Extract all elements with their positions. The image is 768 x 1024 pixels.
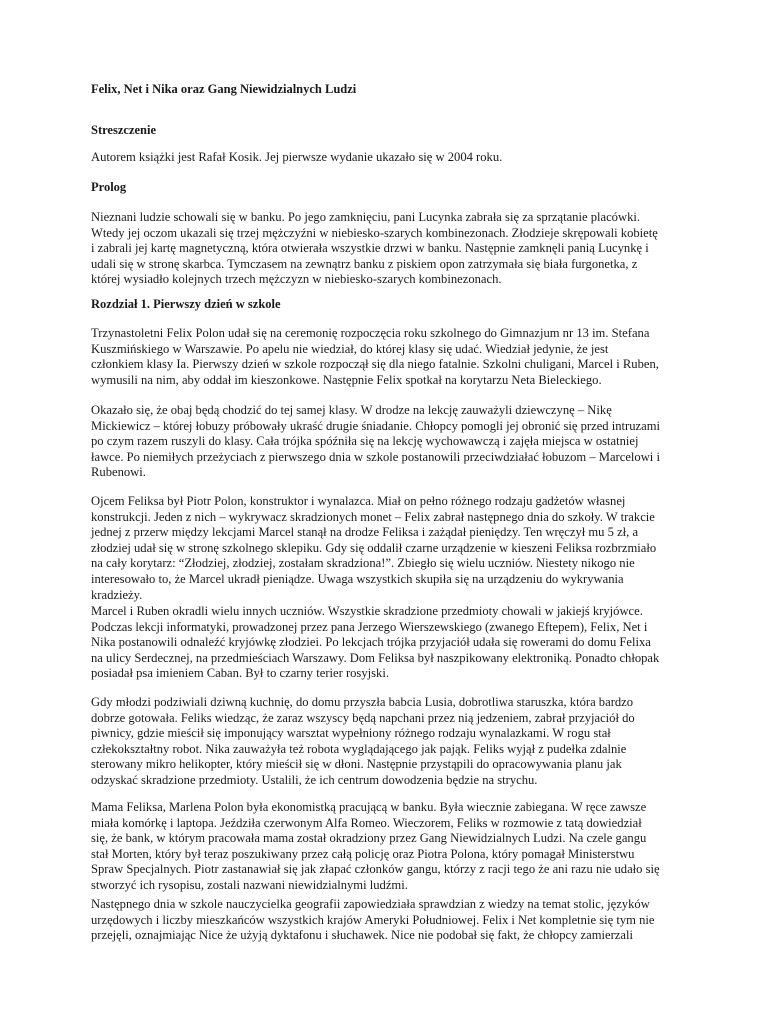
text-line: której wysiadło kolejnych trzech mężczyzn w niebiesko-szarych kombinezonach. [91,272,502,287]
text-line: Rubenowi. [91,465,146,480]
text-line: Mickiewicz – której łobuzy próbowały ukraść drugie śniadanie. Chłopcy pomogli jej obronić się przed intruzami [91,418,661,433]
text-line: Nieznani ludzie schowali się w banku. Po jego zamknięciu, pani Lucynka zabrała się za sprzątanie placówki. [91,210,641,224]
text-line: Spraw Specjalnych. Piotr zastanawiał się jak złapać członków gangu, którzy z racji tego że ani razu nie udało się [91,862,660,877]
text-line: Kuszmińskiego w Warszawie. Po apelu nie wiedział, do której klasy się udać. Wiedział jedynie, że jest [91,341,609,356]
text-line: posiadał psa imieniem Caban. Był to czarny terier rosyjski. [91,666,389,681]
text-line: człekokształtny robot. Nika zauważyła też robota wyglądającego jak pająk. Feliks wyjął z pudełka zdalnie [91,741,627,756]
text-line: konstrukcji. Jeden z nich – wykrywacz skradzionych monet – Felix zabrał następnego dnia do szkoły. W trakcie [91,509,655,524]
text-line: piwnicy, gdzie mieścił się imponujący warsztat wypełniony różnego rodzaju wynalazkami. W rogu stał [91,726,611,741]
paragraph [91,150,681,166]
text-line: Ojcem Feliksa był Piotr Polon, konstruktor i wynalazca. Miał on pełno różnego rodzaju gadżetów własnej [91,494,626,508]
text-line: Wtedy jej oczom ukazali się trzej mężczyźni w niebiesko-szarych kombinezonach. Złodzieje skrępowali kobietę [91,225,658,240]
text-line: interesowało to, że Marcel ukradł pieniądze. Uwaga wszystkich skupiła się na urządzeniu do wykrywania [91,571,624,586]
text-line: kradzieży. [91,587,143,602]
text-line: na ulicy Serdecznej, na przedmieściach Warszawy. Dom Feliksa był naszpikowany elektroniką. Ponadto chłopak [91,650,660,665]
text-line: ławce. Po niemiłych przeżyciach z pierwszego dnia w szkole postanowili przeciwdziałać łobuzom – Marcelowi i [91,449,660,464]
text-line: Marcel i Ruben okradli wielu innych uczniów. Wszystkie skradzione przedmioty chowali w jakiejś kryjówce. [91,604,643,618]
paragraph [91,897,681,944]
text-line: przejęli, oznajmiając Nice że użyją dyktafonu i słuchawek. Nice nie podobał się fakt, że chłopcy zamierzali [91,928,633,943]
paragraph [91,494,681,603]
section-heading-rozdzial-1: Rozdział 1. Pierwszy dzień w szkole [91,297,281,311]
text-line: odzyskać skradzione przedmioty. Ustalili, że ich centrum dowodzenia będzie na strychu. [91,772,538,787]
text-line: udali się w stronę skarbca. Tymczasem na zewnątrz banku z piskiem opon zatrzymała się biała furgonetka, z [91,256,638,271]
text-line: wymusili na nim, aby oddał im kieszonkowe. Następnie Felix spotkał na korytarzu Neta Bieleckiego. [91,372,602,387]
text-line: jednej z przerw między lekcjami Marcel stanął na drodze Feliksa i zażądał pieniędzy. Ten wręczył mu 5 zł, a [91,525,639,540]
paragraph [91,604,681,682]
paragraph [91,210,681,288]
text-line: się, że bank, w którym pracowała mama został okradziony przez Gang Niewidzialnych Ludzi. Na czele gangu [91,831,647,846]
section-heading-streszczenie: Streszczenie [91,123,157,137]
text-line: Nika postanowili odnaleźć kryjówkę złodziei. Po lekcjach trójka przyjaciół udała się rowerami do domu Felixa [91,635,651,650]
text-line: złodziej udał się w stronę szkolnego sklepiku. Gdy się oddalił czarne urządzenie w kieszeni Feliksa rozbrzmiało [91,540,657,555]
section-heading-prolog: Prolog [91,180,127,194]
text-line: stał Morten, który był teraz poszukiwany przez całą policję oraz Piotra Polona, który pomagał Ministerstwu [91,846,635,861]
text-line: i zabrali jej kartę magnetyczną, która otwierała wszystkie drzwi w banku. Następnie zamknęli panią Lucynkę i [91,241,649,256]
text-line: Trzynastoletni Felix Polon udał się na ceremonię rozpoczęcia roku szkolnego do Gimnazjum nr 13 im. Stefana [91,326,650,340]
document-title: Felix, Net i Nika oraz Gang Niewidzialnych Ludzi [91,82,357,96]
text-line: po czym razem ruszyli do klasy. Cała trójka spóźniła się na lekcję wychowawczą i zajęła miejsca w ostatniej [91,434,639,449]
text-line: miała komórkę i laptopa. Jeździła czerwonym Alfa Romeo. Wieczorem, Feliks w rozmowie z tatą dowiedział [91,815,642,830]
text-line: członkiem klasy Ia. Pierwszy dzień w szkole rozpoczął się dla niego fatalnie. Szkolni chuligani, Marcel i Ruben, [91,357,659,372]
paragraph [91,326,681,388]
text-line: urzędowych i liczby mieszkańców wszystkich krajów Ameryki Południowej. Felix i Net kompletnie się tym nie [91,912,655,927]
text-line: Autorem książki jest Rafał Kosik. Jej pierwsze wydanie ukazało się w 2004 roku. [91,150,503,164]
text-line: sterowany mikro helikopter, który mieścił się w dłoni. Następnie przystąpili do opracowywania planu jak [91,757,622,772]
paragraph [91,695,681,789]
text-line: Okazało się, że obaj będą chodzić do tej samej klasy. W drodze na lekcję zauważyli dziewczynę – Nikę [91,403,612,417]
text-line: na cały korytarz: “Złodziej, złodziej, zostałam skradziona!”. Zbiegło się wielu uczniów. Niestety nikogo nie [91,556,635,571]
text-line: stworzyć ich rysopisu, zostali nazwani niewidzialnymi ludźmi. [91,877,408,892]
paragraph [91,403,681,481]
text-line: Następnego dnia w szkole nauczycielka geografii zapowiedziała sprawdzian z wiedzy na temat stolic, języków [91,897,650,911]
text-line: Mama Feliksa, Marlena Polon była ekonomistką pracującą w banku. Była wiecznie zabiegana. W ręce zawsze [91,800,647,814]
text-line: Podczas lekcji informatyki, prowadzonej przez pana Jerzego Wierszewskiego (zwanego Eftepem), Felix, Net i [91,619,648,634]
text-line: Gdy młodzi podziwiali dziwną kuchnię, do domu przyszła babcia Lusia, dobrotliwa staruszka, która bardzo [91,695,634,709]
paragraph [91,800,681,894]
text-line: dobrze gotowała. Feliks wiedząc, że zaraz wszyscy będą napchani przez nią jedzeniem, zabrał przyjaciół do [91,710,635,725]
